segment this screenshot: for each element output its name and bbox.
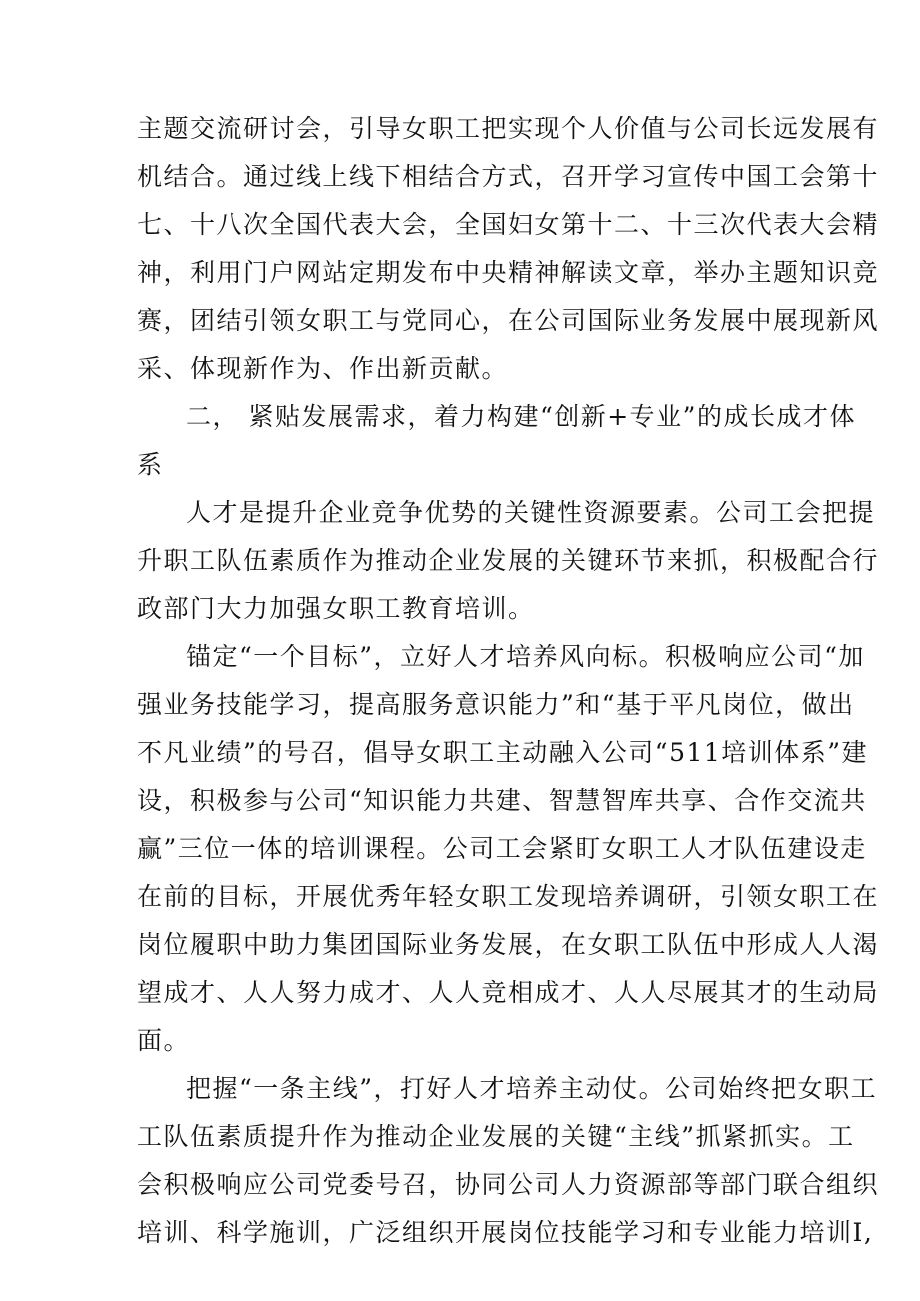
text-line-6: 采、体现新作为、作出新贡献。 (137, 354, 509, 383)
text-line-3: 七、十八次全国代表大会，全国妇女第十二、十三次代表大会精 (137, 210, 880, 239)
text-line-20: 面。 (137, 1026, 191, 1055)
text-line-2: 机结合。通过线上线下相结合方式，召开学习宣传中国工会第十 (137, 162, 880, 191)
section-heading-line-1: 二， 紧贴发展需求，着力构建“创新+专业”的成长成才体 (186, 402, 856, 431)
text-line-17: 在前的目标，开展优秀年轻女职工发现培养调研，引领女职工在 (137, 882, 880, 911)
text-line-4: 神，利用门户网站定期发布中央精神解读文章，举办主题知识竞 (137, 258, 880, 287)
text-line-22: 工队伍素质提升作为推动企业发展的关键“主线”抓紧抓实。工 (137, 1122, 855, 1151)
text-line-15: 设，积极参与公司“知识能力共建、智慧智库共享、合作交流共 (137, 786, 867, 815)
text-line-10: 升职工队伍素质作为推动企业发展的关键环节来抓，积极配合行 (137, 546, 880, 575)
text-line-21: 把握“一条主线”，打好人才培养主动仗。公司始终把女职工 (186, 1074, 878, 1103)
text-line-24: 培训、科学施训，广泛组织开展岗位技能学习和专业能力培训I, (137, 1218, 874, 1247)
text-line-23: 会积极响应公司党委号召，协同公司人力资源部等部门联合组织 (137, 1170, 880, 1199)
text-line-19: 望成才、人人努力成才、人人竞相成才、人人尽展其才的生动局 (137, 978, 880, 1007)
text-line-5: 赛，团结引领女职工与党同心，在公司国际业务发展中展现新风 (137, 306, 880, 335)
section-heading-line-2: 系 (137, 450, 164, 479)
text-line-18: 岗位履职中助力集团国际业务发展，在女职工队伍中形成人人渴 (137, 930, 880, 959)
text-line-13: 强业务技能学习，提高服务意识能力”和“基于平凡岗位，做出 (137, 690, 855, 719)
text-line-1: 主题交流研讨会，引导女职工把实现个人价值与公司长远发展有 (137, 114, 880, 143)
text-line-14: 不凡业绩”的号召，倡导女职工主动融入公司“511培训体系”建 (137, 738, 869, 767)
text-line-11: 政部门大力加强女职工教育培训。 (137, 594, 535, 623)
text-line-12: 锚定“一个目标”，立好人才培养风向标。积极响应公司“加 (186, 642, 865, 671)
text-line-16: 赢”三位一体的培训课程。公司工会紧盯女职工人才队伍建设走 (137, 834, 867, 863)
text-line-9: 人才是提升企业竞争优势的关键性资源要素。公司工会把提 (186, 498, 876, 527)
